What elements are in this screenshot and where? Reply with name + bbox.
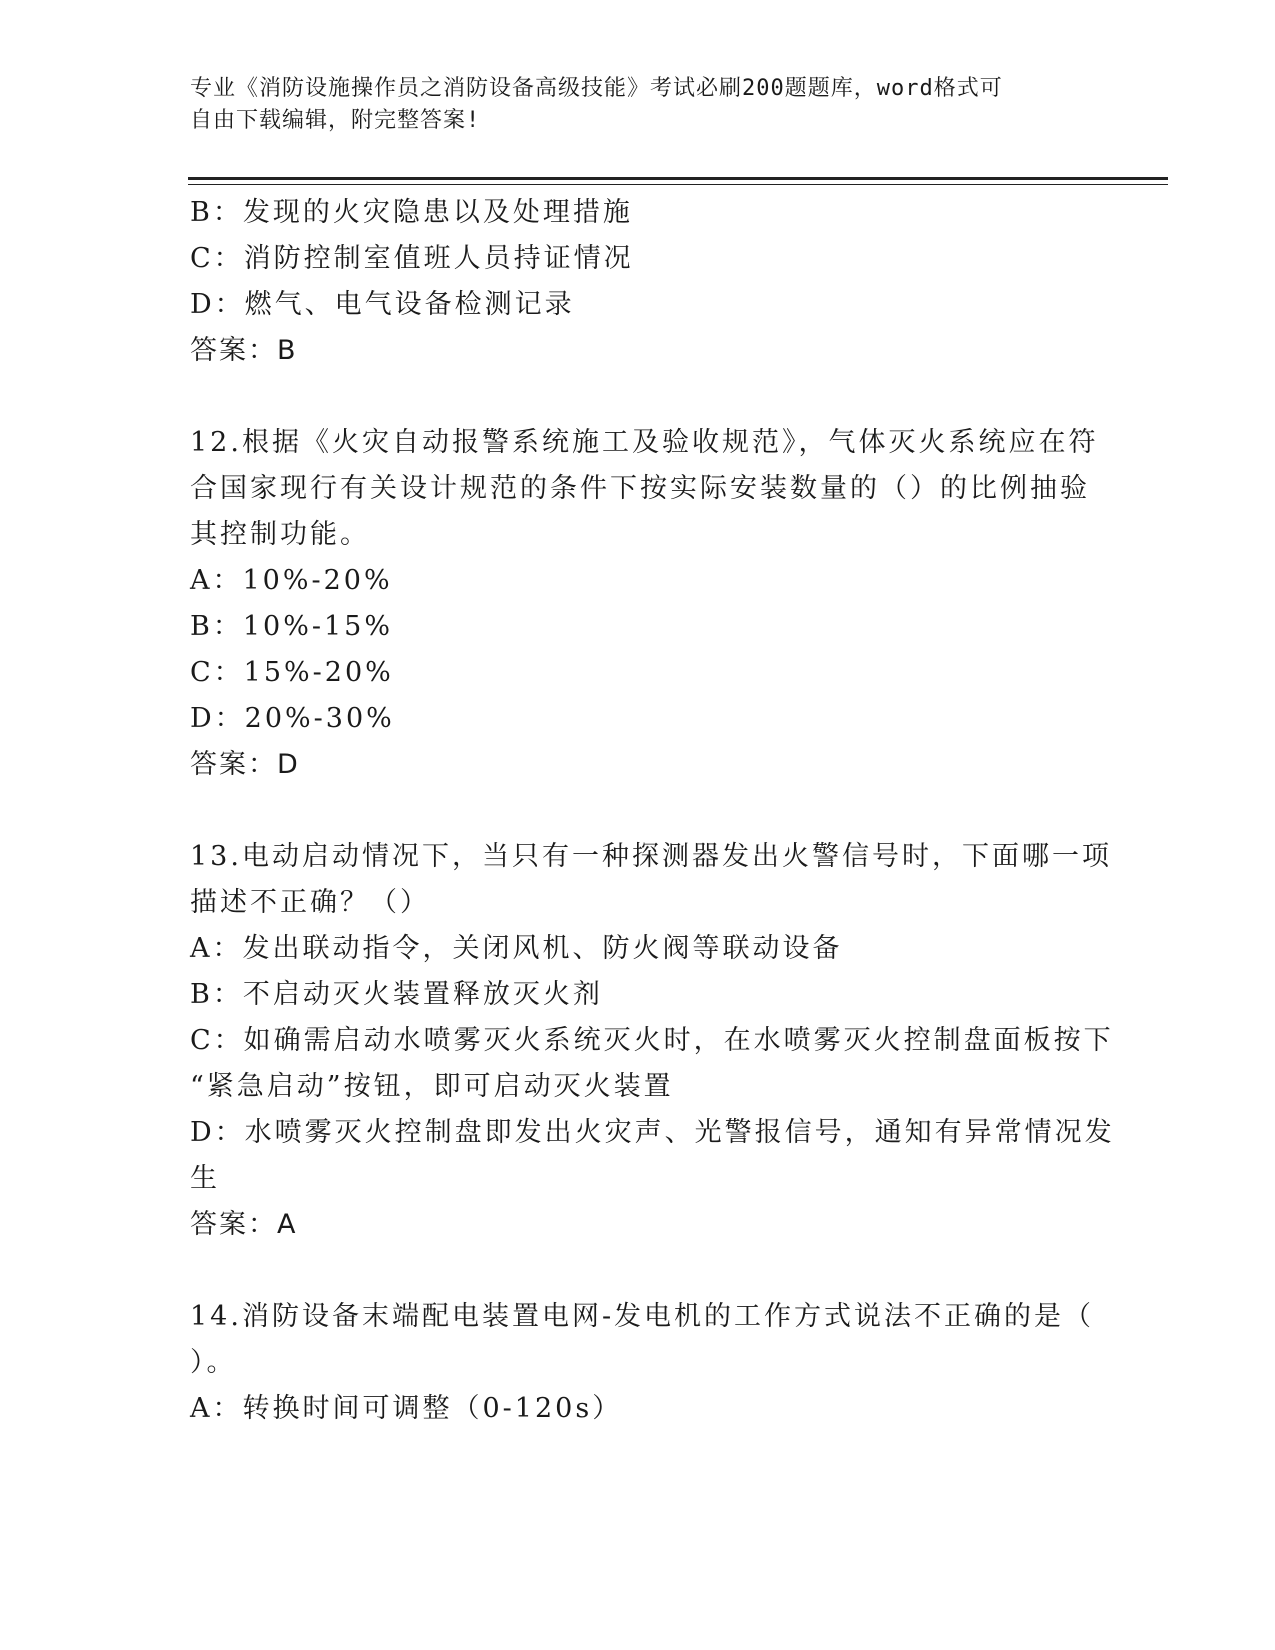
option-d: D：燃气、电气设备检测记录	[190, 289, 575, 320]
header-line-2: 自由下载编辑，附完整答案!	[190, 108, 481, 133]
spacer	[190, 788, 1090, 834]
option-b: B：发现的火灾隐患以及处理措施	[190, 197, 633, 228]
document-header	[190, 73, 1090, 137]
answer-line: 答案：B	[190, 335, 298, 366]
spacer	[190, 1248, 1090, 1294]
option-b: B：10%-15%	[190, 611, 393, 642]
option-a: A：发出联动指令，关闭风机、防火阀等联动设备	[190, 933, 843, 964]
option-c: C：如确需启动水喷雾灭火系统灭火时，在水喷雾灭火控制盘面板按下	[190, 1025, 1114, 1056]
question-stem-line: 描述不正确？（）	[190, 887, 430, 918]
option-a: A：转换时间可调整（0-120s）	[190, 1393, 623, 1424]
question-stem-line: 合国家现行有关设计规范的条件下按实际安装数量的（）的比例抽验	[190, 473, 1090, 504]
question-stem-line: ）。	[190, 1347, 237, 1378]
question-11	[190, 190, 1090, 374]
question-stem-line: 其控制功能。	[190, 519, 370, 550]
option-c: C：15%-20%	[190, 657, 394, 688]
question-stem-line: 13.电动启动情况下，当只有一种探测器发出火警信号时，下面哪一项	[190, 841, 1112, 872]
question-12	[190, 420, 1099, 788]
question-stem-line: 14.消防设备末端配电装置电网-发电机的工作方式说法不正确的是（	[190, 1301, 1095, 1332]
option-c-continued: “紧急启动”按钮，即可启动灭火装置	[190, 1071, 674, 1102]
answer-line: 答案：D	[190, 749, 300, 780]
question-content	[190, 190, 1115, 1432]
answer-line: 答案：A	[190, 1209, 298, 1240]
header-divider-thick	[188, 177, 1168, 180]
option-c: C：消防控制室值班人员持证情况	[190, 243, 634, 274]
header-line-1: 专业《消防设施操作员之消防设备高级技能》考试必刷200题题库，word格式可	[190, 76, 1003, 101]
question-13	[190, 834, 1115, 1248]
spacer	[190, 374, 1090, 420]
question-14	[190, 1294, 1095, 1432]
option-a: A：10%-20%	[190, 565, 393, 596]
option-d-continued: 生	[190, 1163, 220, 1194]
option-d: D：水喷雾灭火控制盘即发出火灾声、光警报信号，通知有异常情况发	[190, 1117, 1115, 1148]
option-b: B：不启动灭火装置释放灭火剂	[190, 979, 603, 1010]
header-divider-thin	[188, 184, 1168, 185]
option-d: D：20%-30%	[190, 703, 395, 734]
question-stem-line: 12.根据《火灾自动报警系统施工及验收规范》，气体灭火系统应在符	[190, 427, 1099, 458]
